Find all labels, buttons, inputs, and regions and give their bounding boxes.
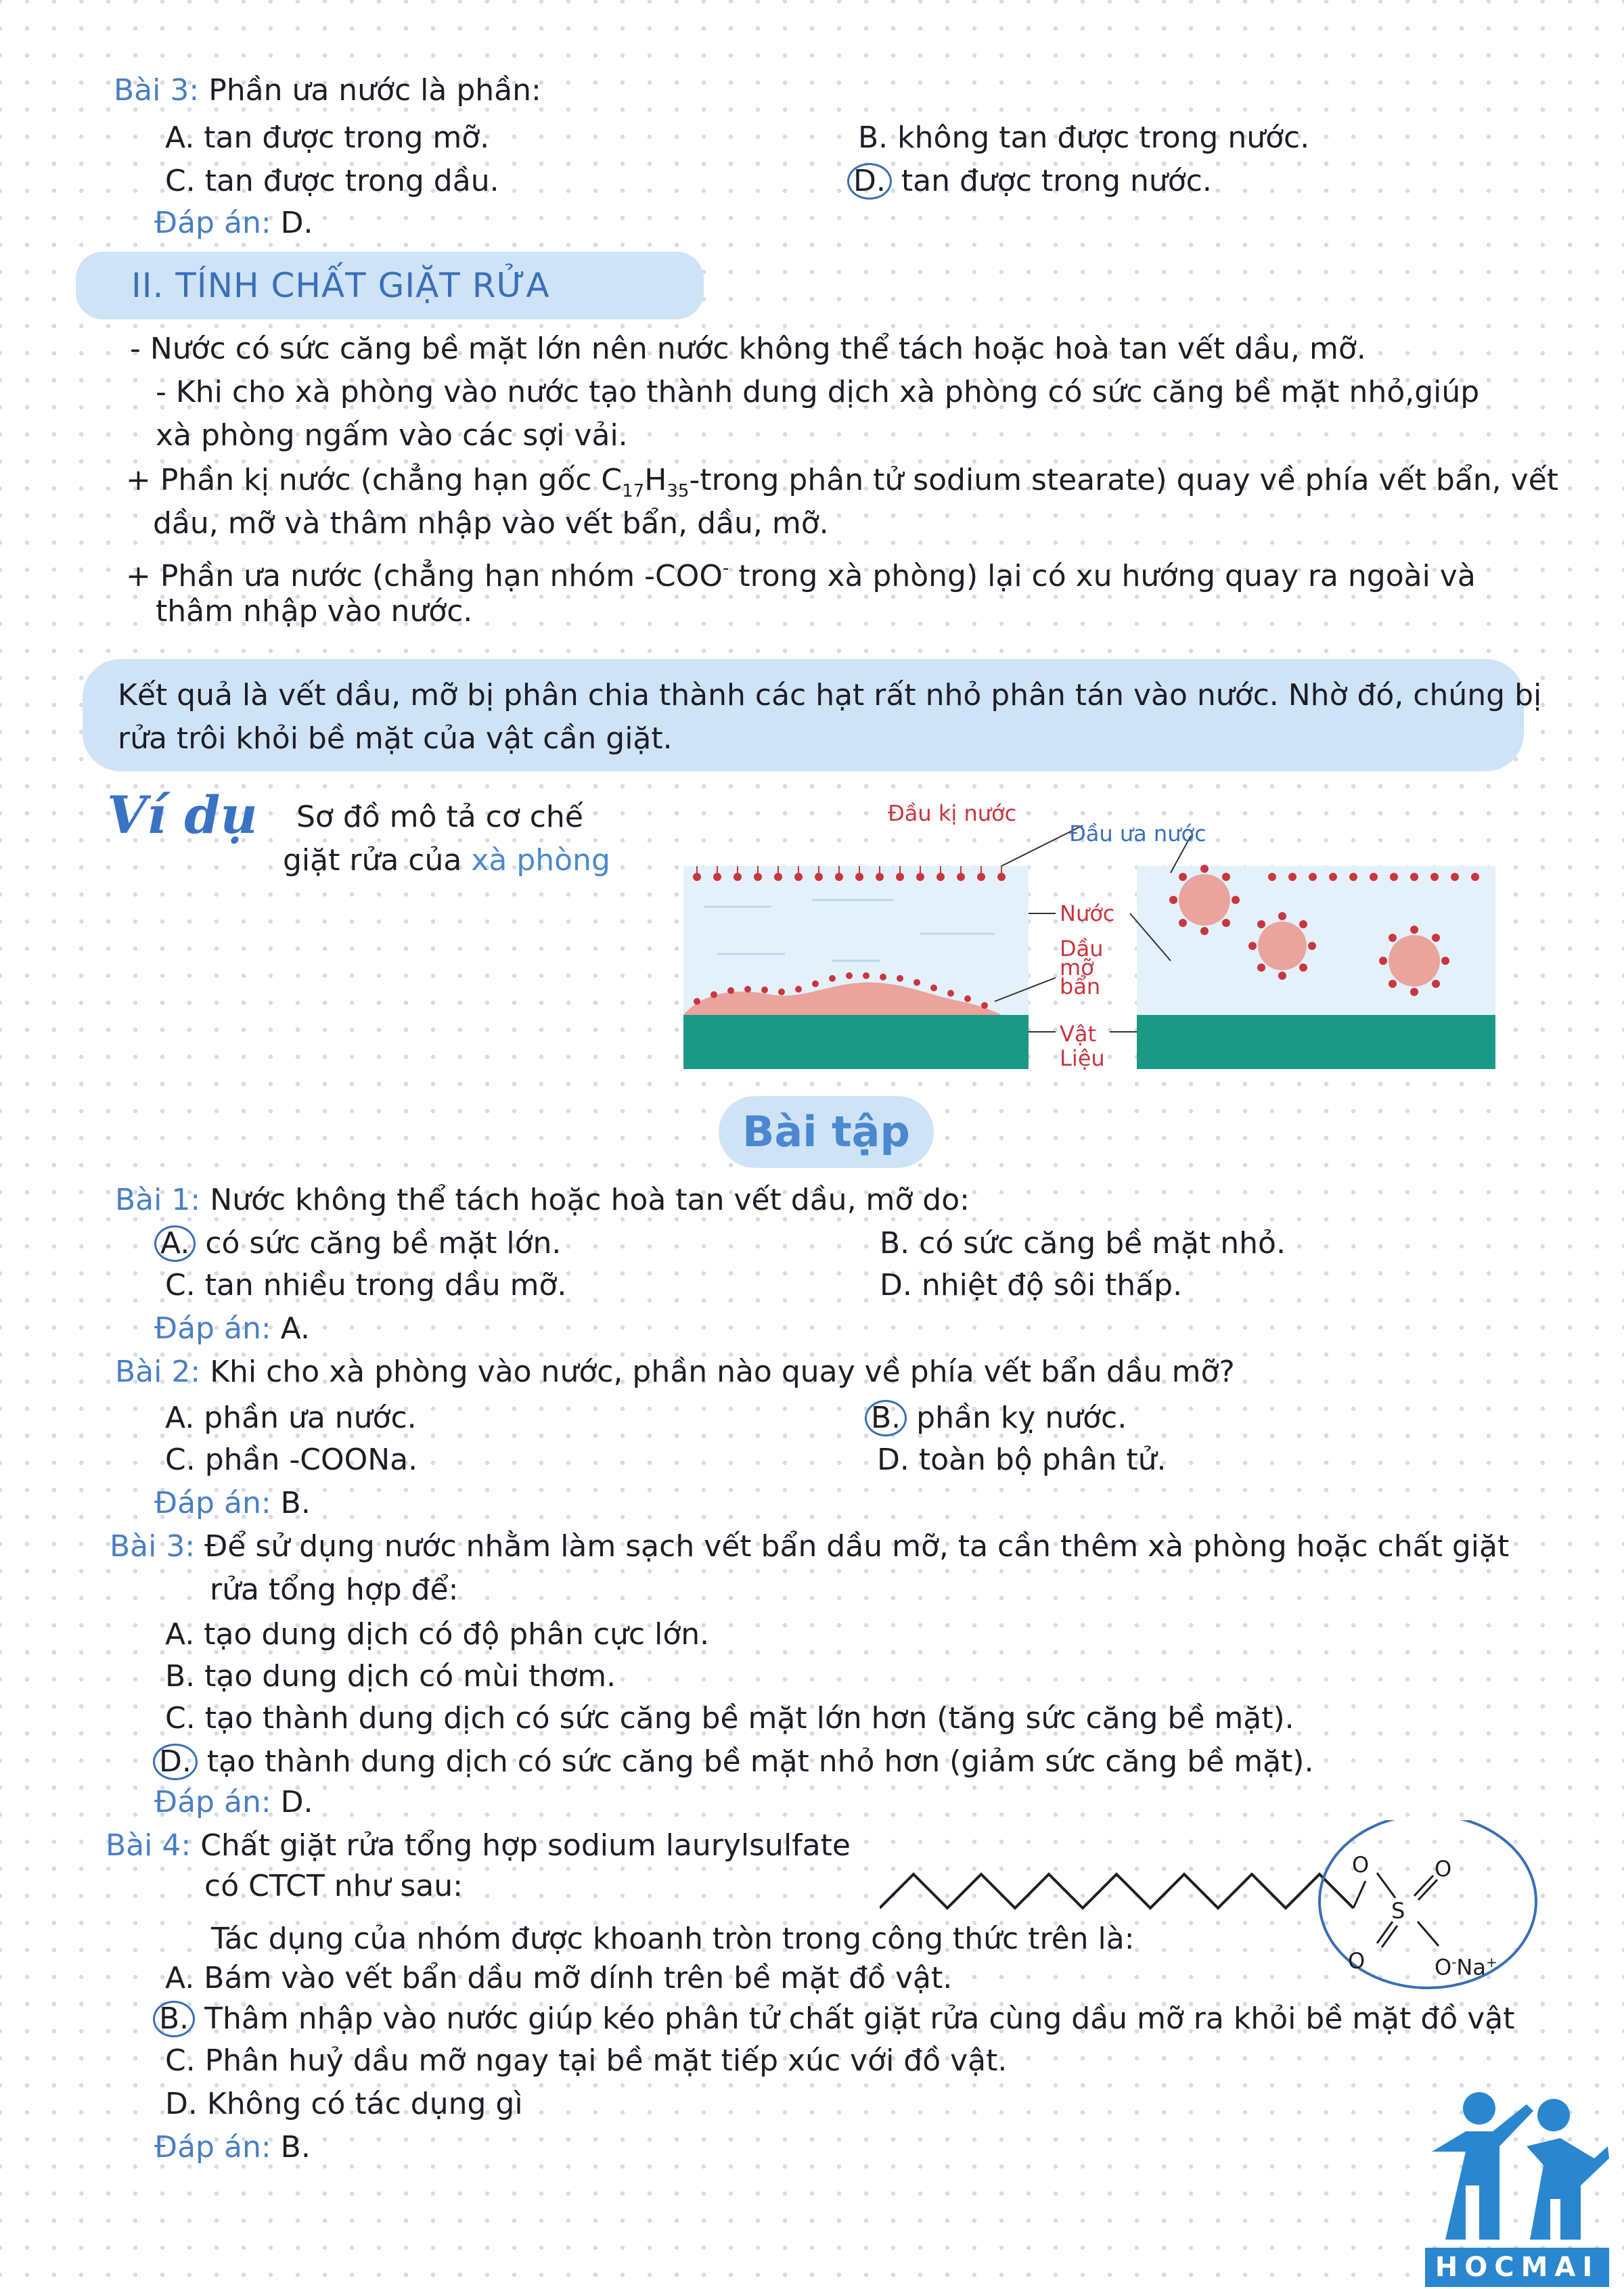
- ex2-label: Bài 2:: [115, 1355, 201, 1389]
- label-oil: [1060, 936, 1104, 999]
- ex4-line1: [106, 1826, 851, 1866]
- q0-answer-value: D.: [280, 206, 313, 240]
- ex2-option-a: A. phần ưa nước.: [165, 1401, 417, 1435]
- struct-o3: O: [1348, 1948, 1366, 1974]
- ex2-option-b-text: phần kỵ nước.: [916, 1401, 1127, 1435]
- q0-option-d-text: tan được trong nước.: [901, 164, 1212, 198]
- label-material: [1060, 1022, 1105, 1070]
- ex3-question-2: rửa tổng hợp để:: [210, 1572, 459, 1607]
- micelle-2: [1248, 912, 1316, 980]
- q0-option-c: C. tan được trong dầu.: [165, 164, 499, 198]
- struct-o2: O: [1435, 1856, 1452, 1882]
- ex4-option-c: C. Phân huỷ dầu mỡ ngay tại bề mặt tiếp xúc với đồ vật.: [165, 2043, 1008, 2078]
- ex3-circled-answer: D.: [153, 1744, 198, 1780]
- ex1-line: [115, 1180, 970, 1221]
- ex3-option-a: A. tạo dung dịch có độ phân cực lớn.: [165, 1617, 710, 1652]
- ex3-answer-label: Đáp án:: [154, 1785, 271, 1819]
- ex3-answer: [154, 1782, 313, 1823]
- material-left: [683, 1015, 1029, 1069]
- bullet-3-sub1: 17: [622, 481, 645, 501]
- micelle-1: [1169, 865, 1240, 935]
- ex2-answer: [154, 1483, 311, 1524]
- ex1-option-c: C. tan nhiều trong dầu mỡ.: [165, 1268, 567, 1302]
- example-desc-highlight: xà phòng: [471, 843, 610, 878]
- bullet-3-post: -trong phân tử sodium stearate) quay về phía vết bẩn, vết: [689, 463, 1559, 497]
- bullet-4-line2: thâm nhập vào nước.: [156, 594, 473, 629]
- struct-o1: O: [1352, 1852, 1370, 1878]
- ex1-label: Bài 1:: [115, 1183, 201, 1217]
- ex3-line1: [110, 1526, 1509, 1567]
- bullet-2-line1: - Khi cho xà phòng vào nước tạo thành dung dịch xà phòng có sức căng bề mặt nhỏ,giúp: [156, 375, 1480, 409]
- struct-o4-na: [1435, 1949, 1497, 1981]
- struct-o4-charge: -: [1451, 1954, 1457, 1970]
- exercise-heading: Bài tập: [719, 1096, 934, 1168]
- ex4-label: Bài 4:: [106, 1828, 191, 1863]
- ex4-answer-value: B.: [280, 2130, 311, 2165]
- label-oil-2: mỡ: [1060, 955, 1094, 980]
- ex2-option-c: C. phần -COONa.: [165, 1443, 418, 1477]
- struct-s: S: [1391, 1898, 1405, 1924]
- ex3-option-c: C. tạo thành dung dịch có sức căng bề mặt lớn hơn (tăng sức căng bề mặt).: [165, 1701, 1294, 1736]
- hocmai-logo-icon: [1425, 2084, 1609, 2248]
- struct-na-charge: +: [1485, 1954, 1497, 1970]
- ex1-answer: [154, 1309, 310, 1349]
- ex1-answer-label: Đáp án:: [154, 1311, 271, 1346]
- ex1-option-a: [154, 1223, 561, 1264]
- struct-o4: O: [1435, 1954, 1452, 1980]
- bullet-2-line2: xà phòng ngấm vào các sợi vải.: [156, 418, 628, 453]
- ex4-question-1: Chất giặt rửa tổng hợp sodium laurylsulfate: [200, 1828, 851, 1863]
- q0-question: Phần ưa nước là phần:: [208, 73, 541, 108]
- ex2-question: Khi cho xà phòng vào nước, phần nào quay về phía vết bẩn dầu mỡ?: [210, 1355, 1235, 1389]
- ex4-circled-answer: B.: [153, 2001, 195, 2037]
- label-head-phobic: Đầu kị nước: [888, 800, 1017, 826]
- ex3-option-d: [153, 1742, 1313, 1782]
- ex4-question-2: có CTCT như sau:: [204, 1869, 463, 1903]
- bullet-3-line2: dầu, mỡ và thâm nhập vào vết bẩn, dầu, mỡ.: [153, 506, 829, 541]
- section2-title: II. TÍNH CHẤT GIẶT RỬA: [131, 266, 550, 305]
- ex2-answer-value: B.: [280, 1486, 311, 1520]
- label-oil-1: Dầu: [1060, 936, 1104, 961]
- ex1-circled-answer: A.: [154, 1225, 196, 1262]
- ex1-option-b: B. có sức căng bề mặt nhỏ.: [880, 1226, 1286, 1261]
- micelle-3: [1379, 926, 1449, 996]
- ex1-answer-value: A.: [280, 1311, 310, 1346]
- ex4-option-d: D. Không có tác dụng gì: [165, 2087, 523, 2121]
- q0-option-a: A. tan được trong mỡ.: [165, 120, 490, 155]
- bullet-4-line1: [126, 548, 1476, 597]
- struct-na: Na: [1456, 1954, 1486, 1980]
- label-water: Nước: [1060, 901, 1115, 926]
- q0-circled-answer: D.: [847, 163, 892, 200]
- bullet-4-pre: + Phần ưa nước (chẳng hạn nhóm -COO: [126, 559, 723, 593]
- ex2-line: [115, 1352, 1235, 1392]
- example-desc-line1: Sơ đồ mô tả cơ chế: [296, 800, 583, 834]
- bullet-1: - Nước có sức căng bề mặt lớn nên nước không thể tách hoặc hoà tan vết dầu, mỡ.: [130, 332, 1366, 366]
- ex4-option-a: A. Bám vào vết bẩn dầu mỡ dính trên bề mặt đồ vật.: [165, 1961, 953, 1995]
- ex4-option-b: [153, 1999, 1514, 2039]
- q0-line: [114, 70, 541, 111]
- ex3-answer-value: D.: [280, 1785, 313, 1819]
- label-oil-3: bẩn: [1060, 974, 1101, 999]
- ex1-option-d: D. nhiệt độ sôi thấp.: [880, 1268, 1183, 1302]
- q0-answer-label: Đáp án:: [154, 206, 271, 240]
- bullet-3-mid: H: [644, 463, 667, 497]
- material-right: [1137, 1015, 1495, 1069]
- ex4-answer: [154, 2127, 311, 2168]
- q0-answer: [154, 203, 313, 244]
- label-material-1: Vật: [1060, 1021, 1097, 1047]
- ex3-label: Bài 3:: [110, 1529, 196, 1564]
- hocmai-logo-text: HOCMAI: [1425, 2248, 1609, 2287]
- label-material-2: Liệu: [1060, 1045, 1105, 1071]
- result-line2: rửa trôi khỏi bề mặt của vật cần giặt.: [118, 721, 673, 756]
- ex4-answer-label: Đáp án:: [154, 2130, 271, 2165]
- ex3-option-b: B. tạo dung dịch có mùi thơm.: [165, 1659, 616, 1694]
- example-title: Ví dụ: [107, 785, 258, 845]
- ex2-answer-label: Đáp án:: [154, 1486, 271, 1520]
- ex1-question: Nước không thể tách hoặc hoà tan vết dầu, mỡ do:: [210, 1183, 970, 1217]
- label-head-philic: Đầu ưa nước: [1069, 821, 1206, 846]
- ex4-option-b-text: Thâm nhập vào nước giúp kéo phân tử chất giặt rửa cùng dầu mỡ ra khỏi bề mặt đồ vật: [204, 2001, 1515, 2036]
- ex3-option-d-text: tạo thành dung dịch có sức căng bề mặt nhỏ hơn (giảm sức căng bề mặt).: [206, 1744, 1314, 1779]
- ex2-circled-answer: B.: [865, 1400, 907, 1436]
- ex4-question-3: Tác dụng của nhóm được khoanh tròn trong công thức trên là:: [211, 1922, 1135, 1956]
- q0-label: Bài 3:: [114, 73, 200, 108]
- bullet-4-post: trong xà phòng) lại có xu hướng quay ra ngoài và: [729, 559, 1476, 593]
- ex1-option-a-text: có sức căng bề mặt lớn.: [205, 1226, 562, 1261]
- example-desc-pre: giặt rửa của: [283, 843, 462, 878]
- bullet-3-sub2: 35: [667, 481, 690, 501]
- example-desc-line2: [283, 840, 610, 881]
- q0-option-b: B. không tan được trong nước.: [858, 120, 1310, 155]
- bullet-4-sup: -: [722, 558, 729, 579]
- q0-option-d: [847, 161, 1212, 202]
- ex3-question-1: Để sử dụng nước nhằm làm sạch vết bẩn dầu mỡ, ta cần thêm xà phòng hoặc chất giặt: [204, 1529, 1510, 1564]
- ex2-option-b: [865, 1398, 1127, 1438]
- ex2-option-d: D. toàn bộ phân tử.: [877, 1443, 1167, 1477]
- carbon-chain: [880, 1874, 1353, 1908]
- result-line1: Kết quả là vết dầu, mỡ bị phân chia thành các hạt rất nhỏ phân tán vào nước. Nhờ đó, chúng bị: [118, 678, 1542, 712]
- bullet-3-pre: + Phần kị nước (chẳng hạn gốc C: [126, 463, 623, 497]
